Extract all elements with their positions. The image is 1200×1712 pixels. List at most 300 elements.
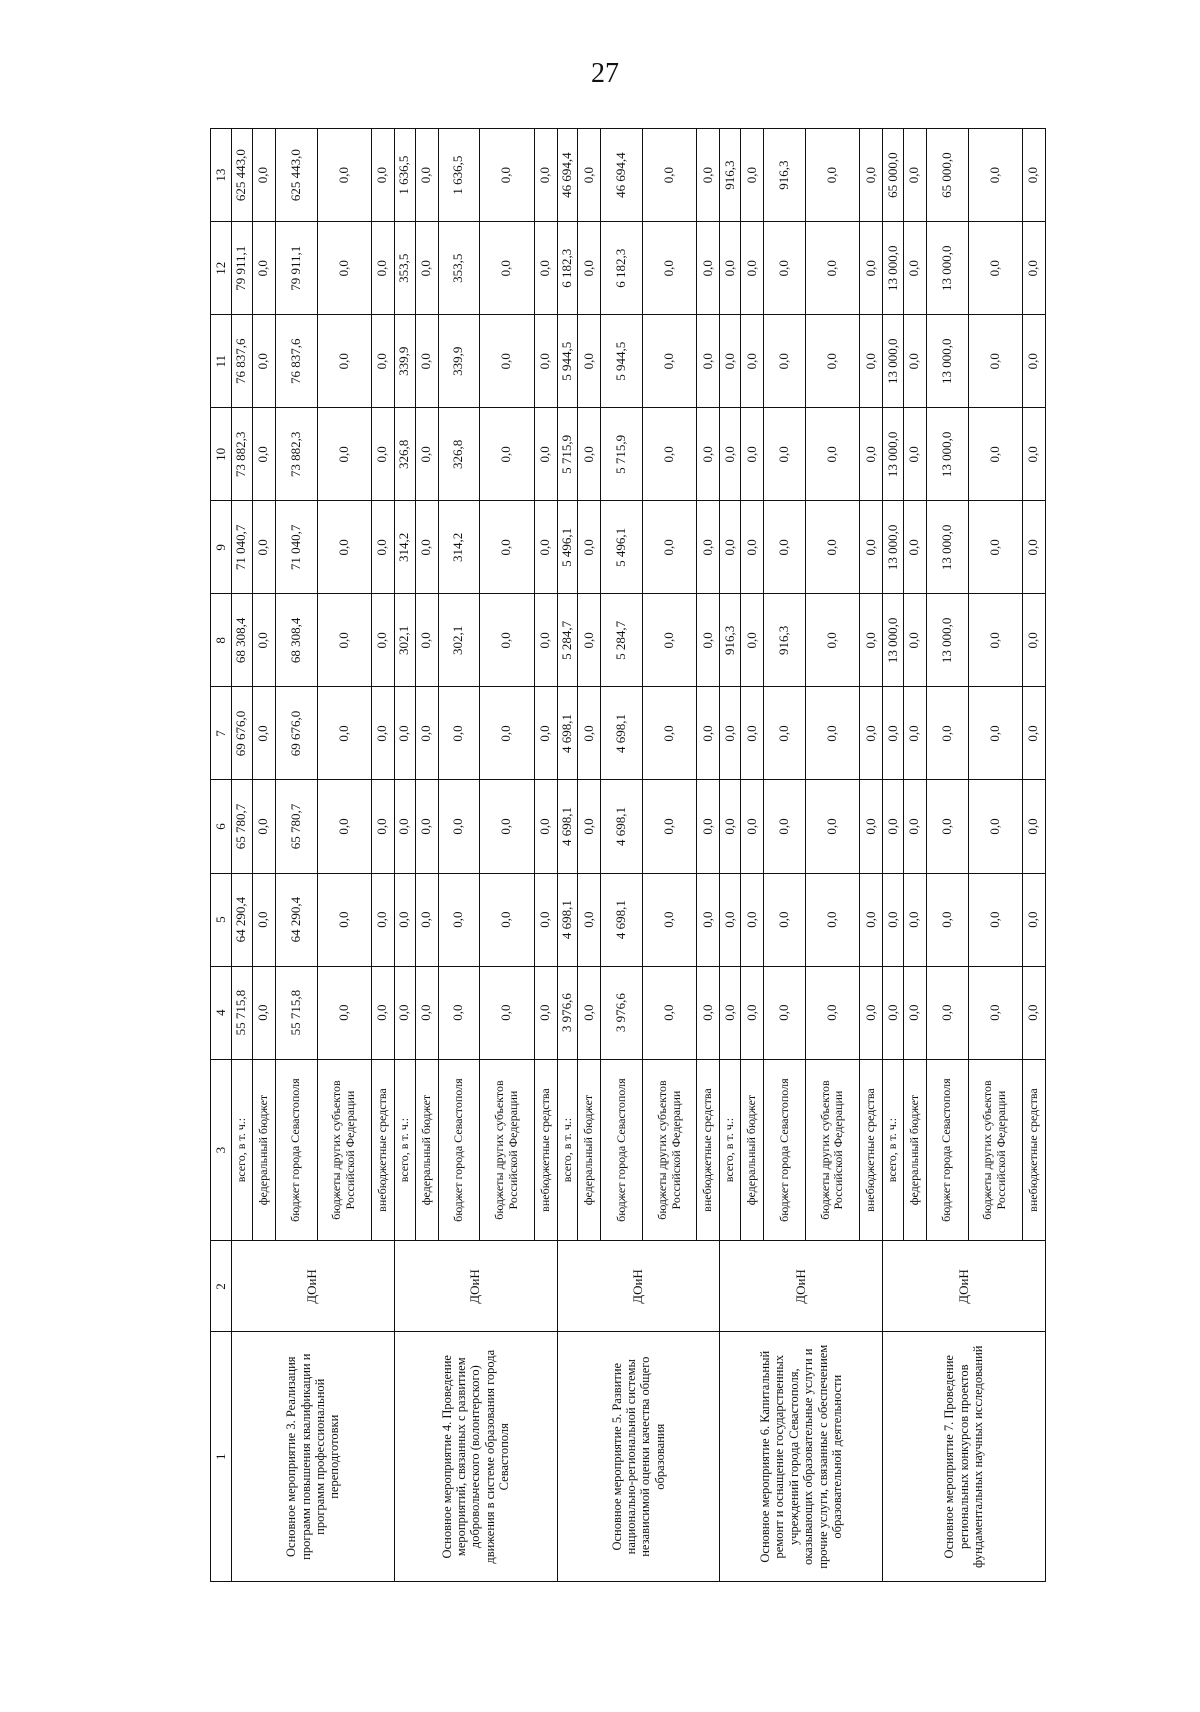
year-value-cell: 0,0 <box>317 873 371 966</box>
funding-source: бюджеты других субъектов Российской Федерации <box>968 1059 1022 1241</box>
funding-source: внебюджетные средства <box>697 1059 720 1241</box>
year-value-cell: 0,0 <box>883 966 904 1059</box>
responsible-executor: ДОиН <box>883 1241 1046 1332</box>
responsible-executor: ДОиН <box>720 1241 883 1332</box>
year-value-cell: 13 000,0 <box>883 315 904 408</box>
funding-source: всего, в т. ч.: <box>557 1059 578 1241</box>
year-value-cell: 0,0 <box>968 222 1022 315</box>
year-value-cell: 0,0 <box>903 966 926 1059</box>
year-value-cell: 314,2 <box>438 501 480 594</box>
table-row <box>557 129 578 1582</box>
funding-source: бюджет города Севастополя <box>926 1059 968 1241</box>
year-value-cell: 0,0 <box>860 594 883 687</box>
year-value-cell: 0,0 <box>697 780 720 873</box>
year-value-cell: 0,0 <box>860 222 883 315</box>
year-value-cell: 3 976,6 <box>601 966 643 1059</box>
table-row <box>232 129 253 1582</box>
total-value-cell: 0,0 <box>371 129 394 222</box>
year-value-cell: 0,0 <box>1022 315 1045 408</box>
activity-name: Основное мероприятие 3. Реализация программ повышения квалификации и программ профессиональной переподготовки <box>232 1332 395 1582</box>
year-value-cell: 76 837,6 <box>232 315 253 408</box>
year-value-cell: 302,1 <box>394 594 415 687</box>
year-value-cell: 0,0 <box>252 315 275 408</box>
year-value-cell: 0,0 <box>697 966 720 1059</box>
year-value-cell: 0,0 <box>903 408 926 501</box>
year-value-cell: 0,0 <box>968 315 1022 408</box>
year-value-cell: 13 000,0 <box>926 501 968 594</box>
year-value-cell: 0,0 <box>764 408 806 501</box>
funding-source: всего, в т. ч.: <box>883 1059 904 1241</box>
total-value-cell: 0,0 <box>480 129 534 222</box>
year-value-cell: 0,0 <box>741 873 764 966</box>
year-value-cell: 5 715,9 <box>601 408 643 501</box>
year-value-cell: 0,0 <box>926 966 968 1059</box>
year-value-cell: 0,0 <box>578 594 601 687</box>
year-value-cell: 0,0 <box>1022 780 1045 873</box>
funding-source: всего, в т. ч.: <box>720 1059 741 1241</box>
year-value-cell: 0,0 <box>643 873 697 966</box>
funding-source: внебюджетные средства <box>1022 1059 1045 1241</box>
year-value-cell: 79 911,1 <box>275 222 317 315</box>
year-value-cell: 0,0 <box>394 873 415 966</box>
year-value-cell: 0,0 <box>252 408 275 501</box>
year-value-cell: 0,0 <box>317 222 371 315</box>
year-value-cell: 73 882,3 <box>232 408 253 501</box>
year-value-cell: 0,0 <box>903 594 926 687</box>
funding-source: федеральный бюджет <box>903 1059 926 1241</box>
year-value-cell: 0,0 <box>252 222 275 315</box>
year-value-cell: 65 780,7 <box>275 780 317 873</box>
year-value-cell: 0,0 <box>926 780 968 873</box>
year-value-cell: 6 182,3 <box>601 222 643 315</box>
year-value-cell: 0,0 <box>1022 408 1045 501</box>
funding-source: внебюджетные средства <box>860 1059 883 1241</box>
year-value-cell: 64 290,4 <box>275 873 317 966</box>
year-value-cell: 0,0 <box>697 501 720 594</box>
year-value-cell: 0,0 <box>534 966 557 1059</box>
year-value-cell: 0,0 <box>480 687 534 780</box>
year-value-cell: 0,0 <box>534 594 557 687</box>
year-value-cell: 0,0 <box>480 408 534 501</box>
year-value-cell: 0,0 <box>643 594 697 687</box>
header-cell: 3 <box>211 1059 232 1241</box>
year-value-cell: 0,0 <box>578 687 601 780</box>
year-value-cell: 0,0 <box>438 873 480 966</box>
year-value-cell: 69 676,0 <box>275 687 317 780</box>
year-value-cell: 13 000,0 <box>926 222 968 315</box>
year-value-cell: 0,0 <box>903 501 926 594</box>
year-value-cell: 4 698,1 <box>601 873 643 966</box>
header-cell: 11 <box>211 315 232 408</box>
year-value-cell: 0,0 <box>371 780 394 873</box>
year-value-cell: 0,0 <box>860 315 883 408</box>
total-value-cell: 916,3 <box>764 129 806 222</box>
year-value-cell: 5 944,5 <box>601 315 643 408</box>
year-value-cell: 0,0 <box>415 408 438 501</box>
year-value-cell: 0,0 <box>394 687 415 780</box>
year-value-cell: 0,0 <box>643 222 697 315</box>
year-value-cell: 0,0 <box>805 594 859 687</box>
year-value-cell: 0,0 <box>741 966 764 1059</box>
year-value-cell: 0,0 <box>415 687 438 780</box>
year-value-cell: 0,0 <box>903 873 926 966</box>
year-value-cell: 5 284,7 <box>601 594 643 687</box>
total-value-cell: 0,0 <box>578 129 601 222</box>
year-value-cell: 13 000,0 <box>926 594 968 687</box>
year-value-cell: 0,0 <box>480 594 534 687</box>
year-value-cell: 326,8 <box>438 408 480 501</box>
year-value-cell: 0,0 <box>252 873 275 966</box>
year-value-cell: 0,0 <box>415 873 438 966</box>
funding-source: всего, в т. ч.: <box>232 1059 253 1241</box>
year-value-cell: 0,0 <box>697 222 720 315</box>
year-value-cell: 0,0 <box>252 966 275 1059</box>
total-value-cell: 0,0 <box>968 129 1022 222</box>
year-value-cell: 65 780,7 <box>232 780 253 873</box>
header-cell: 9 <box>211 501 232 594</box>
year-value-cell: 0,0 <box>805 222 859 315</box>
year-value-cell: 0,0 <box>578 780 601 873</box>
year-value-cell: 13 000,0 <box>883 408 904 501</box>
total-value-cell: 0,0 <box>805 129 859 222</box>
responsible-executor: ДОиН <box>394 1241 557 1332</box>
header-cell: 5 <box>211 873 232 966</box>
year-value-cell: 0,0 <box>252 594 275 687</box>
total-value-cell: 46 694,4 <box>601 129 643 222</box>
funding-source: федеральный бюджет <box>252 1059 275 1241</box>
year-value-cell: 0,0 <box>643 780 697 873</box>
year-value-cell: 0,0 <box>764 687 806 780</box>
year-value-cell: 0,0 <box>720 966 741 1059</box>
total-value-cell: 625 443,0 <box>275 129 317 222</box>
year-value-cell: 0,0 <box>720 408 741 501</box>
total-value-cell: 65 000,0 <box>926 129 968 222</box>
year-value-cell: 0,0 <box>534 222 557 315</box>
funding-source: бюджет города Севастополя <box>275 1059 317 1241</box>
total-value-cell: 0,0 <box>903 129 926 222</box>
total-value-cell: 0,0 <box>252 129 275 222</box>
rotated-table-container <box>210 128 1046 1582</box>
activity-name: Основное мероприятие 6. Капитальный ремонт и оснащение государственных учреждений города Севастополя, оказывающих образовательные услуги и прочие услуги, связанные с обеспечением образовательной деятельности <box>720 1332 883 1582</box>
table-row <box>394 129 415 1582</box>
total-value-cell: 916,3 <box>720 129 741 222</box>
year-value-cell: 5 944,5 <box>557 315 578 408</box>
year-value-cell: 0,0 <box>480 222 534 315</box>
header-cell: 4 <box>211 966 232 1059</box>
funding-source: бюджет города Севастополя <box>601 1059 643 1241</box>
year-value-cell: 0,0 <box>371 873 394 966</box>
year-value-cell: 0,0 <box>1022 222 1045 315</box>
year-value-cell: 0,0 <box>317 501 371 594</box>
year-value-cell: 68 308,4 <box>275 594 317 687</box>
year-value-cell: 0,0 <box>741 780 764 873</box>
total-value-cell: 1 636,5 <box>438 129 480 222</box>
year-value-cell: 0,0 <box>968 687 1022 780</box>
activity-name: Основное мероприятие 7. Проведение региональных конкурсов проектов фундаментальных научных исследований <box>883 1332 1046 1582</box>
activity-name: Основное мероприятие 4. Проведение мероприятий, связанных с развитием добровольческого (волонтерского) движения в системе образования города Севастополя <box>394 1332 557 1582</box>
year-value-cell: 0,0 <box>903 780 926 873</box>
header-row <box>211 129 232 1582</box>
year-value-cell: 0,0 <box>697 873 720 966</box>
year-value-cell: 0,0 <box>643 966 697 1059</box>
year-value-cell: 0,0 <box>371 408 394 501</box>
year-value-cell: 0,0 <box>697 594 720 687</box>
year-value-cell: 302,1 <box>438 594 480 687</box>
header-cell: 12 <box>211 222 232 315</box>
year-value-cell: 73 882,3 <box>275 408 317 501</box>
year-value-cell: 0,0 <box>805 687 859 780</box>
funding-source: внебюджетные средства <box>371 1059 394 1241</box>
year-value-cell: 0,0 <box>764 780 806 873</box>
year-value-cell: 13 000,0 <box>926 408 968 501</box>
year-value-cell: 55 715,8 <box>275 966 317 1059</box>
year-value-cell: 13 000,0 <box>883 222 904 315</box>
year-value-cell: 0,0 <box>741 408 764 501</box>
year-value-cell: 0,0 <box>1022 687 1045 780</box>
year-value-cell: 0,0 <box>968 873 1022 966</box>
year-value-cell: 0,0 <box>741 687 764 780</box>
year-value-cell: 0,0 <box>415 780 438 873</box>
year-value-cell: 0,0 <box>394 780 415 873</box>
year-value-cell: 0,0 <box>534 873 557 966</box>
funding-source: бюджеты других субъектов Российской Федерации <box>480 1059 534 1241</box>
year-value-cell: 353,5 <box>394 222 415 315</box>
year-value-cell: 0,0 <box>371 222 394 315</box>
year-value-cell: 339,9 <box>394 315 415 408</box>
year-value-cell: 0,0 <box>1022 594 1045 687</box>
year-value-cell: 0,0 <box>415 501 438 594</box>
year-value-cell: 5 284,7 <box>557 594 578 687</box>
year-value-cell: 0,0 <box>764 873 806 966</box>
total-value-cell: 1 636,5 <box>394 129 415 222</box>
year-value-cell: 0,0 <box>764 315 806 408</box>
year-value-cell: 0,0 <box>741 501 764 594</box>
year-value-cell: 0,0 <box>883 873 904 966</box>
year-value-cell: 0,0 <box>317 594 371 687</box>
year-value-cell: 0,0 <box>415 594 438 687</box>
year-value-cell: 0,0 <box>371 315 394 408</box>
year-value-cell: 0,0 <box>534 408 557 501</box>
funding-source: всего, в т. ч.: <box>394 1059 415 1241</box>
year-value-cell: 0,0 <box>805 966 859 1059</box>
total-value-cell: 0,0 <box>643 129 697 222</box>
year-value-cell: 79 911,1 <box>232 222 253 315</box>
year-value-cell: 0,0 <box>968 408 1022 501</box>
year-value-cell: 4 698,1 <box>557 873 578 966</box>
year-value-cell: 0,0 <box>643 501 697 594</box>
year-value-cell: 0,0 <box>394 966 415 1059</box>
year-value-cell: 0,0 <box>720 873 741 966</box>
year-value-cell: 353,5 <box>438 222 480 315</box>
year-value-cell: 0,0 <box>371 966 394 1059</box>
year-value-cell: 0,0 <box>860 780 883 873</box>
year-value-cell: 0,0 <box>415 966 438 1059</box>
year-value-cell: 0,0 <box>438 966 480 1059</box>
year-value-cell: 64 290,4 <box>232 873 253 966</box>
year-value-cell: 0,0 <box>860 501 883 594</box>
header-cell: 7 <box>211 687 232 780</box>
year-value-cell: 0,0 <box>860 966 883 1059</box>
year-value-cell: 0,0 <box>903 687 926 780</box>
year-value-cell: 0,0 <box>643 687 697 780</box>
total-value-cell: 0,0 <box>697 129 720 222</box>
year-value-cell: 0,0 <box>1022 966 1045 1059</box>
year-value-cell: 0,0 <box>534 501 557 594</box>
total-value-cell: 0,0 <box>1022 129 1045 222</box>
year-value-cell: 0,0 <box>805 315 859 408</box>
page-number: 27 <box>591 58 619 89</box>
year-value-cell: 0,0 <box>968 780 1022 873</box>
year-value-cell: 0,0 <box>534 687 557 780</box>
year-value-cell: 0,0 <box>252 780 275 873</box>
year-value-cell: 0,0 <box>371 594 394 687</box>
responsible-executor: ДОиН <box>557 1241 720 1332</box>
year-value-cell: 76 837,6 <box>275 315 317 408</box>
year-value-cell: 0,0 <box>697 687 720 780</box>
year-value-cell: 0,0 <box>578 222 601 315</box>
year-value-cell: 0,0 <box>860 408 883 501</box>
header-cell: 13 <box>211 129 232 222</box>
year-value-cell: 0,0 <box>741 222 764 315</box>
year-value-cell: 4 698,1 <box>557 780 578 873</box>
year-value-cell: 0,0 <box>578 966 601 1059</box>
year-value-cell: 68 308,4 <box>232 594 253 687</box>
year-value-cell: 0,0 <box>252 687 275 780</box>
year-value-cell: 0,0 <box>903 315 926 408</box>
year-value-cell: 4 698,1 <box>601 687 643 780</box>
year-value-cell: 0,0 <box>764 501 806 594</box>
funding-source: федеральный бюджет <box>741 1059 764 1241</box>
year-value-cell: 5 496,1 <box>601 501 643 594</box>
header-cell: 1 <box>211 1332 232 1582</box>
year-value-cell: 0,0 <box>578 501 601 594</box>
year-value-cell: 0,0 <box>480 501 534 594</box>
year-value-cell: 0,0 <box>643 315 697 408</box>
year-value-cell: 0,0 <box>317 315 371 408</box>
year-value-cell: 0,0 <box>926 687 968 780</box>
year-value-cell: 916,3 <box>720 594 741 687</box>
year-value-cell: 0,0 <box>480 315 534 408</box>
total-value-cell: 625 443,0 <box>232 129 253 222</box>
year-value-cell: 0,0 <box>317 780 371 873</box>
total-value-cell: 0,0 <box>317 129 371 222</box>
year-value-cell: 4 698,1 <box>601 780 643 873</box>
year-value-cell: 0,0 <box>252 501 275 594</box>
year-value-cell: 0,0 <box>371 501 394 594</box>
year-value-cell: 0,0 <box>741 594 764 687</box>
year-value-cell: 0,0 <box>926 873 968 966</box>
header-cell: 2 <box>211 1241 232 1332</box>
budget-table <box>210 128 1046 1582</box>
year-value-cell: 326,8 <box>394 408 415 501</box>
year-value-cell: 0,0 <box>578 408 601 501</box>
year-value-cell: 0,0 <box>720 780 741 873</box>
year-value-cell: 0,0 <box>805 408 859 501</box>
year-value-cell: 0,0 <box>805 501 859 594</box>
funding-source: бюджет города Севастополя <box>438 1059 480 1241</box>
funding-source: бюджеты других субъектов Российской Федерации <box>317 1059 371 1241</box>
total-value-cell: 0,0 <box>860 129 883 222</box>
table-row <box>720 129 741 1582</box>
year-value-cell: 0,0 <box>741 315 764 408</box>
year-value-cell: 13 000,0 <box>883 501 904 594</box>
year-value-cell: 0,0 <box>903 222 926 315</box>
year-value-cell: 0,0 <box>1022 501 1045 594</box>
year-value-cell: 5 496,1 <box>557 501 578 594</box>
year-value-cell: 0,0 <box>883 687 904 780</box>
year-value-cell: 0,0 <box>480 780 534 873</box>
total-value-cell: 0,0 <box>415 129 438 222</box>
header-cell: 10 <box>211 408 232 501</box>
year-value-cell: 0,0 <box>534 315 557 408</box>
year-value-cell: 3 976,6 <box>557 966 578 1059</box>
total-value-cell: 46 694,4 <box>557 129 578 222</box>
year-value-cell: 0,0 <box>578 315 601 408</box>
year-value-cell: 0,0 <box>1022 873 1045 966</box>
total-value-cell: 65 000,0 <box>883 129 904 222</box>
year-value-cell: 0,0 <box>968 501 1022 594</box>
year-value-cell: 0,0 <box>764 966 806 1059</box>
funding-source: федеральный бюджет <box>578 1059 601 1241</box>
funding-source: федеральный бюджет <box>415 1059 438 1241</box>
year-value-cell: 6 182,3 <box>557 222 578 315</box>
year-value-cell: 4 698,1 <box>557 687 578 780</box>
year-value-cell: 0,0 <box>317 687 371 780</box>
funding-source: внебюджетные средства <box>534 1059 557 1241</box>
year-value-cell: 0,0 <box>534 780 557 873</box>
year-value-cell: 0,0 <box>720 501 741 594</box>
year-value-cell: 13 000,0 <box>883 594 904 687</box>
year-value-cell: 0,0 <box>720 315 741 408</box>
funding-source: бюджеты других субъектов Российской Федерации <box>805 1059 859 1241</box>
year-value-cell: 0,0 <box>415 315 438 408</box>
year-value-cell: 0,0 <box>968 594 1022 687</box>
year-value-cell: 0,0 <box>578 873 601 966</box>
year-value-cell: 0,0 <box>317 966 371 1059</box>
year-value-cell: 13 000,0 <box>926 315 968 408</box>
header-cell: 6 <box>211 780 232 873</box>
table-row <box>883 129 904 1582</box>
header-cell: 8 <box>211 594 232 687</box>
year-value-cell: 0,0 <box>883 780 904 873</box>
year-value-cell: 0,0 <box>764 222 806 315</box>
year-value-cell: 71 040,7 <box>275 501 317 594</box>
year-value-cell: 314,2 <box>394 501 415 594</box>
activity-name: Основное мероприятие 5. Развитие национально-региональной системы независимой оценки качества общего образования <box>557 1332 720 1582</box>
year-value-cell: 0,0 <box>480 873 534 966</box>
year-value-cell: 0,0 <box>968 966 1022 1059</box>
year-value-cell: 0,0 <box>480 966 534 1059</box>
year-value-cell: 69 676,0 <box>232 687 253 780</box>
total-value-cell: 0,0 <box>741 129 764 222</box>
responsible-executor: ДОиН <box>232 1241 395 1332</box>
year-value-cell: 0,0 <box>438 780 480 873</box>
year-value-cell: 0,0 <box>697 315 720 408</box>
funding-source: бюджеты других субъектов Российской Федерации <box>643 1059 697 1241</box>
year-value-cell: 71 040,7 <box>232 501 253 594</box>
year-value-cell: 0,0 <box>643 408 697 501</box>
funding-source: бюджет города Севастополя <box>764 1059 806 1241</box>
year-value-cell: 0,0 <box>805 873 859 966</box>
year-value-cell: 0,0 <box>720 687 741 780</box>
year-value-cell: 0,0 <box>805 780 859 873</box>
total-value-cell: 0,0 <box>534 129 557 222</box>
year-value-cell: 55 715,8 <box>232 966 253 1059</box>
year-value-cell: 0,0 <box>697 408 720 501</box>
year-value-cell: 916,3 <box>764 594 806 687</box>
year-value-cell: 0,0 <box>415 222 438 315</box>
year-value-cell: 0,0 <box>860 687 883 780</box>
